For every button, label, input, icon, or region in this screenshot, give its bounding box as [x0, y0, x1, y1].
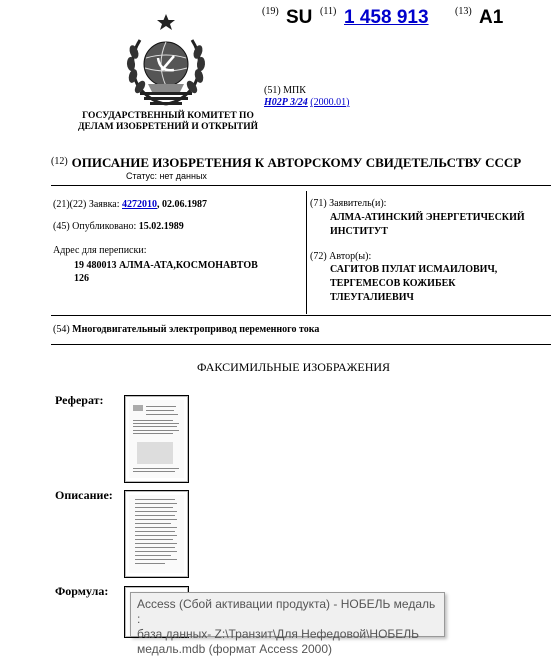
- ussr-emblem: [120, 12, 212, 110]
- published-label: (45) Опубликовано:: [53, 221, 137, 232]
- application-number-link[interactable]: 4272010: [122, 199, 158, 210]
- committee-line2: ДЕЛАМ ИЗОБРЕТЕНИЙ И ОТКРЫТИЙ: [77, 122, 259, 132]
- facsimile-heading: ФАКСИМИЛЬНЫЕ ИЗОБРАЖЕНИЯ: [197, 360, 391, 374]
- published-field: [53, 221, 184, 232]
- invention-title: [53, 324, 319, 335]
- ipc-year[interactable]: (2000.01): [310, 97, 350, 108]
- patent-header: [262, 4, 552, 30]
- applicant-line2: ИНСТИТУТ: [330, 226, 388, 237]
- committee-line1: ГОСУДАРСТВЕННЫЙ КОМИТЕТ ПО: [82, 111, 254, 121]
- code-12: (12): [51, 156, 68, 167]
- published-date: 15.02.1989: [138, 221, 184, 232]
- divider: [51, 344, 551, 345]
- kind-code: A1: [479, 7, 504, 28]
- column-divider: [306, 191, 307, 314]
- author-value: [330, 263, 497, 305]
- applicant-label: (71) Заявитель(и):: [310, 198, 387, 209]
- ipc-class-link[interactable]: H02P 3/24: [264, 97, 308, 108]
- author-line1: САГИТОВ ПУЛАТ ИСМАИЛОВИЧ,: [330, 264, 498, 275]
- committee-name: [68, 111, 268, 133]
- abstract-label: Реферат:: [55, 393, 104, 407]
- country-code: SU: [286, 7, 313, 28]
- access-tooltip: [130, 592, 445, 656]
- document-title: [51, 154, 551, 172]
- status-text: Статус: нет данных: [126, 171, 207, 181]
- code-13: (13): [455, 6, 472, 17]
- divider: [51, 185, 551, 186]
- description-thumbnail[interactable]: [124, 490, 189, 578]
- author-label: (72) Автор(ы):: [310, 251, 372, 262]
- applicant-line1: АЛМА-АТИНСКИЙ ЭНЕРГЕТИЧЕСКИЙ: [330, 212, 525, 223]
- address-line2: 126: [74, 273, 89, 284]
- code-11: (11): [320, 6, 337, 17]
- divider: [51, 315, 551, 316]
- description-label: Описание:: [55, 488, 113, 502]
- address-value: [74, 259, 258, 285]
- tooltip-line2: база данных- Z:\Транзит\Для Нефедовой\НОБЕЛЬ: [137, 627, 420, 641]
- ipc-block: [264, 85, 349, 109]
- author-line2: ТЕРГЕМЕСОВ КОЖИБЕК: [330, 278, 456, 289]
- address-label: Адрес для переписки:: [53, 245, 147, 256]
- tooltip-line1: Access (Сбой активации продукта) - НОБЕЛЬ медаль :: [137, 597, 436, 626]
- invention-title-text: Многодвигательный электропривод переменного тока: [72, 324, 320, 335]
- title-text: ОПИСАНИЕ ИЗОБРЕТЕНИЯ К АВТОРСКОМУ СВИДЕТЕЛЬСТВУ СССР: [71, 155, 522, 170]
- patent-number-link[interactable]: 1 458 913: [344, 7, 429, 28]
- address-line1: 19 480013 АЛМА-АТА,КОСМОНАВТОВ: [74, 260, 258, 271]
- ipc-label: (51) МПК: [264, 85, 306, 96]
- abstract-thumbnail[interactable]: [124, 395, 189, 483]
- code-54: (54): [53, 324, 70, 335]
- formula-label: Формула:: [55, 584, 109, 598]
- tooltip-line3: медаль.mdb (формат Access 2000): [137, 642, 333, 656]
- application-field: [53, 198, 207, 211]
- application-label: (21)(22) Заявка:: [53, 199, 120, 210]
- application-date: , 02.06.1987: [157, 199, 208, 210]
- applicant-value: [330, 211, 525, 239]
- code-19: (19): [262, 6, 279, 17]
- author-line3: ТЛЕУГАЛИЕВИЧ: [330, 292, 414, 303]
